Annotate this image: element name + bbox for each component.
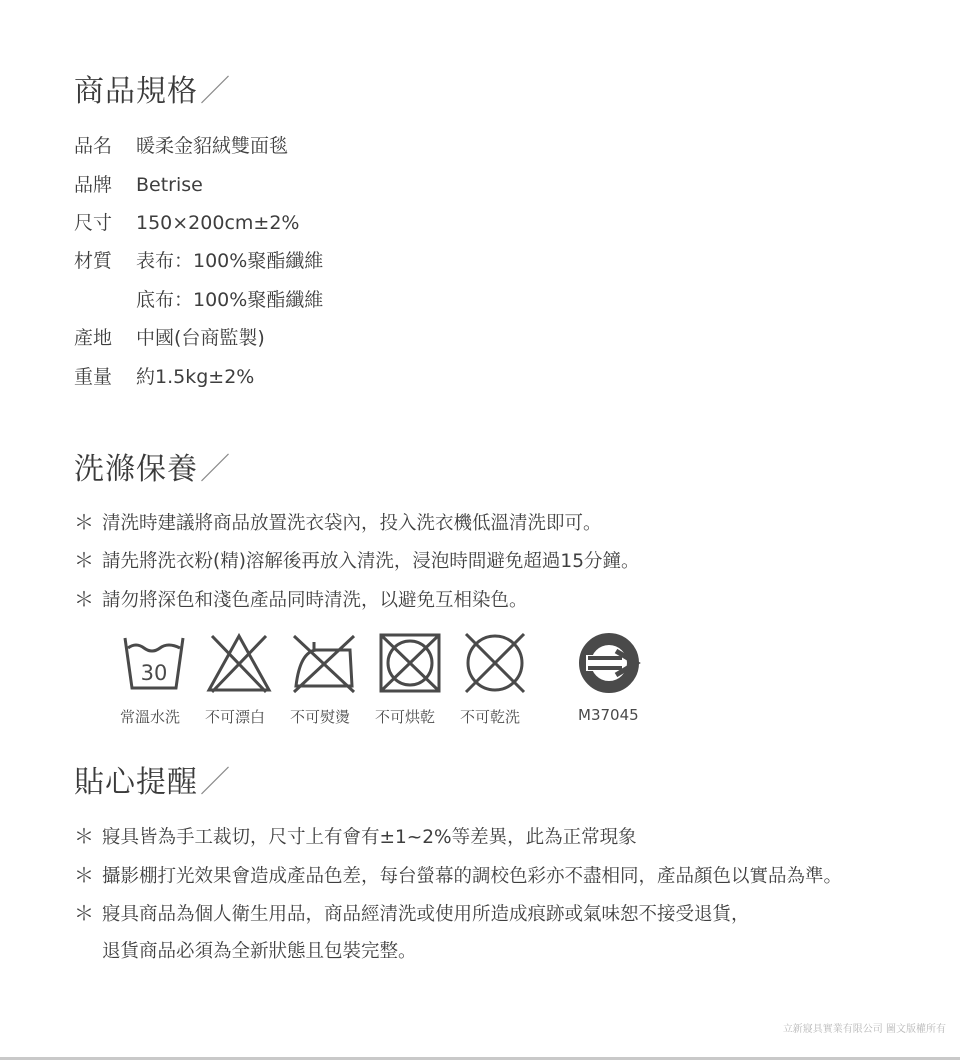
title-slash: ／ — [200, 765, 231, 800]
spec-label: 品名 — [74, 135, 113, 157]
bullet-star: ＊ — [74, 548, 94, 572]
no-dry-clean-icon — [462, 632, 528, 694]
bullet-star: ＊ — [74, 863, 94, 887]
spec-label: 尺寸 — [74, 212, 113, 234]
spec-row-material — [74, 249, 323, 273]
care-item — [74, 587, 528, 613]
spec-label: 材質 — [74, 250, 113, 272]
wash-30-icon — [122, 632, 186, 694]
note-item-text: 寢具商品為個人衛生用品，商品經清洗或使用所造成痕跡或氣味恕不接受退貨， — [102, 904, 750, 925]
title-slash: ／ — [200, 452, 231, 487]
spec-row-origin — [74, 326, 265, 350]
spec-value: 中國(台商監製) — [136, 327, 265, 349]
care-title-text: 洗滌保養 — [74, 452, 198, 487]
spec-label: 品牌 — [74, 174, 113, 196]
care-item-text: 清洗時建議將商品放置洗衣袋內，投入洗衣機低溫清洗即可。 — [102, 513, 602, 534]
note-item — [74, 901, 750, 927]
icon-label: 不可漂白 — [205, 708, 266, 726]
spec-value: 暖柔金貂絨雙面毯 — [136, 135, 289, 157]
wash-temperature: 30 — [140, 661, 168, 685]
care-section-title — [74, 444, 231, 488]
spec-value: 底布：100%聚酯纖維 — [136, 289, 324, 311]
no-bleach-icon — [206, 632, 272, 694]
spec-value: Betrise — [136, 174, 203, 196]
spec-value: 150×200cm±2% — [136, 212, 300, 234]
note-item-text: 攝影棚打光效果會造成產品色差，每台螢幕的調校色彩亦不盡相同，產品顏色以實品為準。 — [102, 866, 843, 887]
notes-section-title — [74, 757, 231, 801]
note-item — [74, 863, 842, 889]
note-item-continuation: 退貨商品必須為全新狀態且包裝完整。 — [102, 941, 417, 962]
note-item-text: 寢具皆為手工裁切，尺寸上有會有±1~2%等差異，此為正常現象 — [102, 827, 637, 848]
spec-row-weight — [74, 365, 254, 389]
spec-row-brand — [74, 173, 203, 197]
icon-label: 不可烘乾 — [375, 708, 436, 726]
spec-row-material-lining — [74, 288, 323, 312]
title-slash: ／ — [200, 74, 231, 109]
spec-value: 表布：100%聚酯纖維 — [136, 250, 324, 272]
bullet-star: ＊ — [74, 587, 94, 611]
spec-value: 約1.5kg±2% — [136, 366, 255, 388]
care-item — [74, 510, 602, 536]
notes-title-text: 貼心提醒 — [74, 765, 198, 800]
care-item — [74, 548, 639, 574]
spec-label: 產地 — [74, 327, 113, 349]
spec-title-text: 商品規格 — [74, 74, 198, 109]
bsmi-mark-icon — [576, 632, 642, 694]
care-item-text: 請勿將深色和淺色產品同時清洗，以避免互相染色。 — [102, 590, 528, 611]
spec-label: 重量 — [74, 366, 113, 388]
icon-label: 常溫水洗 — [120, 708, 181, 726]
no-tumble-dry-icon — [378, 632, 442, 694]
note-item — [74, 824, 637, 850]
icon-label: 不可乾洗 — [460, 708, 521, 726]
bsmi-code: M37045 — [578, 706, 639, 724]
bullet-star: ＊ — [74, 901, 94, 925]
copyright-note: 立新寢具實業有限公司 圖文版權所有 — [782, 1024, 946, 1035]
spec-row-name — [74, 134, 288, 158]
no-iron-icon — [290, 632, 358, 694]
spec-section-title — [74, 66, 231, 110]
bullet-star: ＊ — [74, 824, 94, 848]
care-item-text: 請先將洗衣粉(精)溶解後再放入清洗，浸泡時間避免超過15分鐘。 — [102, 551, 640, 572]
icon-label: 不可熨燙 — [290, 708, 351, 726]
spec-row-size — [74, 211, 299, 235]
bullet-star: ＊ — [74, 510, 94, 534]
